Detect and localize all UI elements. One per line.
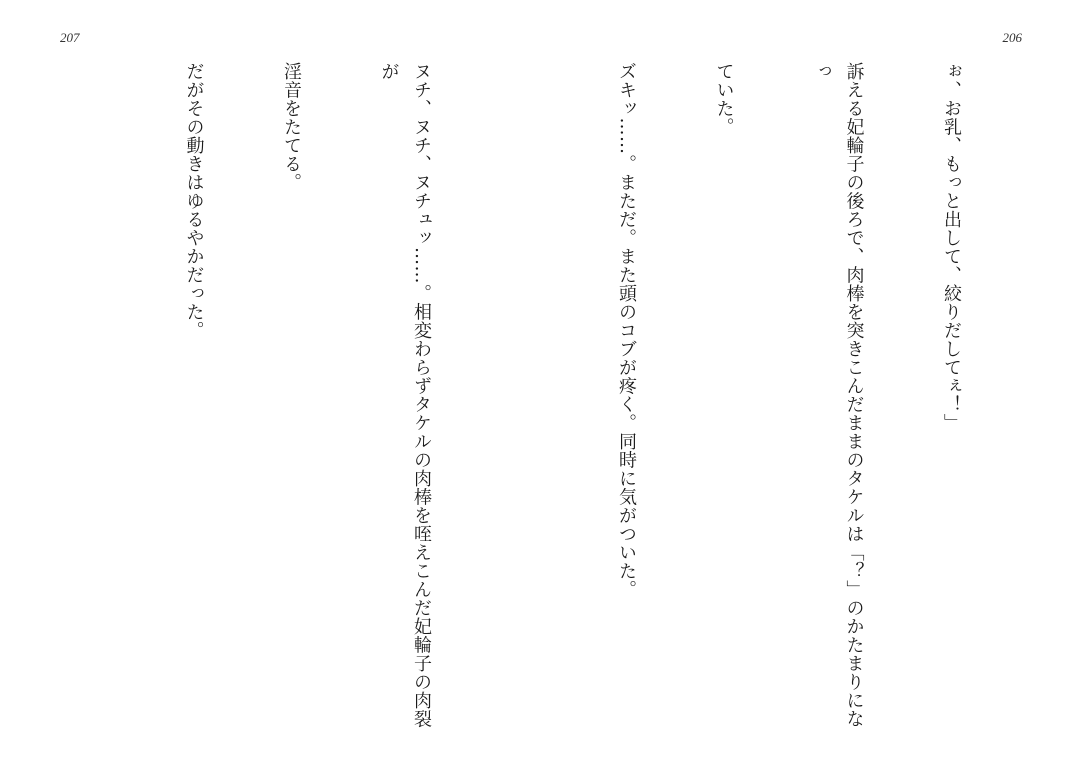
text-line: ズキッ……。まただ。また頭のコブが疼く。同時に気がついた。 <box>616 62 637 599</box>
right-page <box>540 0 1080 765</box>
page-number: 206 <box>1002 30 1022 45</box>
page-number: 207 <box>60 30 80 45</box>
text-line: ぉ、お乳、もっと出して、絞りだしてぇ！」 <box>941 62 962 432</box>
body-text <box>122 62 502 742</box>
text-line: だがその動きはゆるやかだった。 <box>183 62 205 340</box>
text-line: ヌチ、ヌチ、ヌチュッ……。相変わらずタケルの肉棒を咥えこんだ妃輪子の肉裂が <box>378 62 432 728</box>
text-line: ていた。 <box>713 62 735 136</box>
text-line: 淫音をたてる。 <box>281 62 302 192</box>
body-text <box>592 62 1032 742</box>
text-line: 訴える妃輪子の後ろで、肉棒を突きこんだままのタケルは「？」のかたまりになっ <box>811 62 865 728</box>
